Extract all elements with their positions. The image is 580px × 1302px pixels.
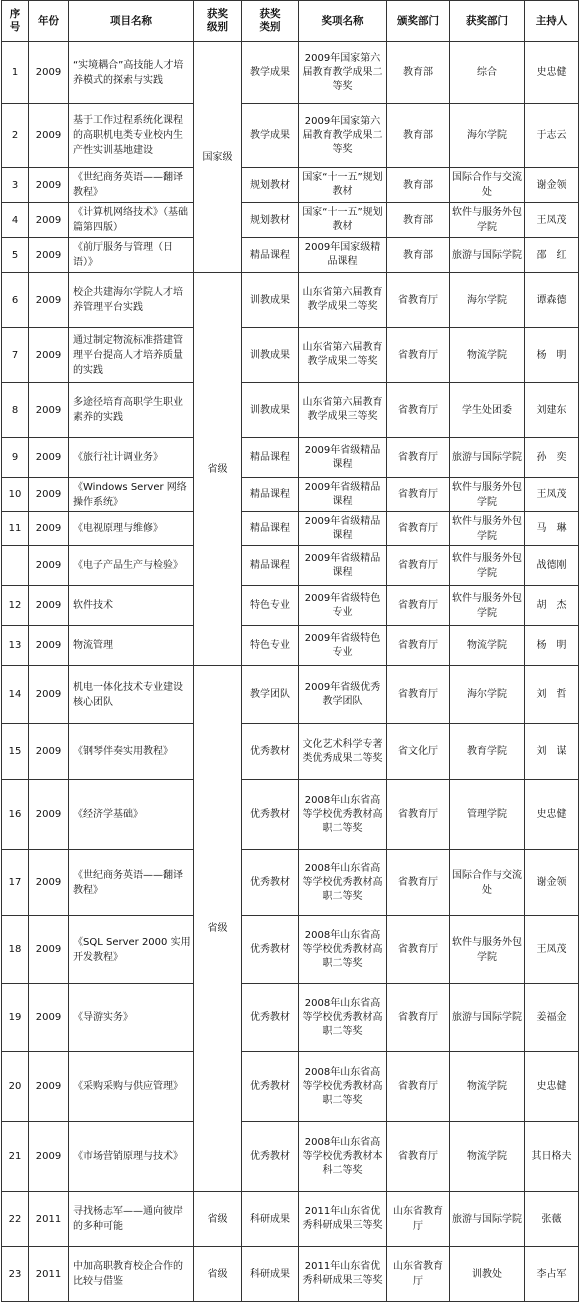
cell-host: 战德刚 <box>525 546 579 586</box>
cell-year: 2009 <box>29 438 69 478</box>
cell-award: 2009年省级精品课程 <box>299 438 387 478</box>
cell-issuer: 教育部 <box>387 168 450 203</box>
cell-award: 2009年省级特色专业 <box>299 626 387 666</box>
cell-host: 刘建东 <box>525 383 579 438</box>
cell-host: 孙 奕 <box>525 438 579 478</box>
cell-award: 2008年山东省高等学校优秀教材高职二等奖 <box>299 850 387 916</box>
cell-host: 杨 明 <box>525 626 579 666</box>
table-row <box>2 626 579 666</box>
cell-host: 姜福金 <box>525 984 579 1052</box>
cell-host: 邵 红 <box>525 238 579 273</box>
cell-award: 山东省第六届教育教学成果二等奖 <box>299 273 387 328</box>
cell-level: 国家级 <box>194 42 242 273</box>
cell-seq: 19 <box>2 984 29 1052</box>
header-seq: 序 号 <box>2 1 29 42</box>
cell-issuer: 省教育厅 <box>387 586 450 626</box>
cell-seq: 23 <box>2 1247 29 1302</box>
cell-seq: 4 <box>2 203 29 238</box>
cell-award: 国家“十一五”规划教材 <box>299 168 387 203</box>
cell-dept: 旅游与国际学院 <box>450 1192 525 1247</box>
cell-host: 史忠健 <box>525 1052 579 1122</box>
cell-year: 2009 <box>29 916 69 984</box>
cell-issuer: 省教育厅 <box>387 512 450 546</box>
cell-award: 2009年省级精品课程 <box>299 512 387 546</box>
cell-seq: 13 <box>2 626 29 666</box>
cell-issuer: 省教育厅 <box>387 626 450 666</box>
table-row <box>2 1192 579 1247</box>
cell-seq: 1 <box>2 42 29 104</box>
cell-host: 李占军 <box>525 1247 579 1302</box>
cell-dept: 训教处 <box>450 1247 525 1302</box>
cell-year: 2009 <box>29 104 69 168</box>
cell-year: 2009 <box>29 238 69 273</box>
cell-award: 2009年国家第六届教育教学成果二等奖 <box>299 104 387 168</box>
cell-issuer: 省教育厅 <box>387 383 450 438</box>
table-row <box>2 168 579 203</box>
cell-dept: 软件与服务外包学院 <box>450 478 525 512</box>
table-row <box>2 383 579 438</box>
cell-dept: 物流学院 <box>450 1122 525 1192</box>
cell-project: 《计算机网络技术》（基础篇第四版） <box>69 203 194 238</box>
cell-issuer: 省教育厅 <box>387 1052 450 1122</box>
cell-award: 山东省第六届教育教学成果三等奖 <box>299 383 387 438</box>
cell-dept: 旅游与国际学院 <box>450 984 525 1052</box>
table-row <box>2 273 579 328</box>
cell-host: 王凤茂 <box>525 203 579 238</box>
cell-project: 通过制定物流标准搭建管理平台提高人才培养质量的实践 <box>69 328 194 383</box>
cell-category: 精品课程 <box>242 546 299 586</box>
cell-seq: 20 <box>2 1052 29 1122</box>
table-row <box>2 666 579 724</box>
cell-award: 文化艺术科学专著类优秀成果二等奖 <box>299 724 387 780</box>
cell-year: 2009 <box>29 850 69 916</box>
cell-dept: 国际合作与交流处 <box>450 168 525 203</box>
cell-dept: 物流学院 <box>450 328 525 383</box>
cell-dept: 教育学院 <box>450 724 525 780</box>
cell-award: 2009年省级精品课程 <box>299 478 387 512</box>
cell-level: 省级 <box>194 1192 242 1247</box>
cell-project: 寻找杨志军——通向彼岸的多种可能 <box>69 1192 194 1247</box>
cell-seq: 7 <box>2 328 29 383</box>
cell-seq: 6 <box>2 273 29 328</box>
cell-project: 《旅行社计调业务》 <box>69 438 194 478</box>
cell-seq: 8 <box>2 383 29 438</box>
cell-issuer: 教育部 <box>387 104 450 168</box>
cell-year: 2009 <box>29 273 69 328</box>
cell-seq: 22 <box>2 1192 29 1247</box>
cell-award: 2008年山东省高等学校优秀教材高职二等奖 <box>299 1052 387 1122</box>
cell-award: 2011年山东省优秀科研成果三等奖 <box>299 1192 387 1247</box>
cell-level: 省级 <box>194 1247 242 1302</box>
table-row <box>2 1122 579 1192</box>
cell-seq: 15 <box>2 724 29 780</box>
cell-seq: 18 <box>2 916 29 984</box>
cell-host: 谢金领 <box>525 850 579 916</box>
cell-host: 于志云 <box>525 104 579 168</box>
cell-host: 王凤茂 <box>525 478 579 512</box>
cell-year: 2009 <box>29 546 69 586</box>
table-row <box>2 850 579 916</box>
cell-project: 《电视原理与维修》 <box>69 512 194 546</box>
cell-dept: 软件与服务外包学院 <box>450 916 525 984</box>
cell-award: 2009年省级特色专业 <box>299 586 387 626</box>
cell-issuer: 省教育厅 <box>387 850 450 916</box>
cell-host: 杨 明 <box>525 328 579 383</box>
table-row <box>2 1052 579 1122</box>
cell-dept: 软件与服务外包学院 <box>450 512 525 546</box>
cell-seq: 16 <box>2 780 29 850</box>
cell-category: 科研成果 <box>242 1192 299 1247</box>
cell-category: 精品课程 <box>242 238 299 273</box>
cell-dept: 国际合作与交流处 <box>450 850 525 916</box>
cell-host: 史忠健 <box>525 42 579 104</box>
cell-level: 省级 <box>194 666 242 1192</box>
cell-year: 2009 <box>29 626 69 666</box>
cell-project: 《经济学基础》 <box>69 780 194 850</box>
cell-award: 2008年山东省高等学校优秀教材本科二等奖 <box>299 1122 387 1192</box>
cell-seq: 21 <box>2 1122 29 1192</box>
cell-host: 其日格夫 <box>525 1122 579 1192</box>
cell-dept: 海尔学院 <box>450 666 525 724</box>
table-row <box>2 546 579 586</box>
table-row <box>2 984 579 1052</box>
cell-dept: 旅游与国际学院 <box>450 438 525 478</box>
cell-category: 规划教材 <box>242 203 299 238</box>
cell-project: 物流管理 <box>69 626 194 666</box>
cell-host: 马 琳 <box>525 512 579 546</box>
cell-project: 《钢琴伴奏实用教程》 <box>69 724 194 780</box>
cell-issuer: 教育部 <box>387 203 450 238</box>
cell-issuer: 教育部 <box>387 42 450 104</box>
table-row <box>2 586 579 626</box>
cell-year: 2009 <box>29 328 69 383</box>
cell-year: 2009 <box>29 780 69 850</box>
table-row <box>2 438 579 478</box>
table-row <box>2 238 579 273</box>
cell-category: 训教成果 <box>242 383 299 438</box>
cell-category: 优秀教材 <box>242 984 299 1052</box>
cell-seq: 10 <box>2 478 29 512</box>
cell-dept: 管理学院 <box>450 780 525 850</box>
cell-host: 刘 哲 <box>525 666 579 724</box>
header-dept: 获奖部门 <box>450 1 525 42</box>
table-row <box>2 1247 579 1302</box>
cell-host: 谭森德 <box>525 273 579 328</box>
cell-seq <box>2 546 29 586</box>
cell-dept: 软件与服务外包学院 <box>450 203 525 238</box>
header-row <box>2 1 579 42</box>
cell-dept: 软件与服务外包学院 <box>450 546 525 586</box>
cell-award: 2009年国家级精品课程 <box>299 238 387 273</box>
table-row <box>2 512 579 546</box>
cell-dept: 学生处团委 <box>450 383 525 438</box>
table-row <box>2 780 579 850</box>
cell-dept: 软件与服务外包学院 <box>450 586 525 626</box>
cell-issuer: 山东省教育厅 <box>387 1247 450 1302</box>
cell-category: 精品课程 <box>242 512 299 546</box>
cell-issuer: 省教育厅 <box>387 984 450 1052</box>
header-award: 奖项名称 <box>299 1 387 42</box>
cell-dept: 物流学院 <box>450 1052 525 1122</box>
cell-issuer: 教育部 <box>387 238 450 273</box>
cell-category: 规划教材 <box>242 168 299 203</box>
cell-year: 2011 <box>29 1192 69 1247</box>
cell-seq: 3 <box>2 168 29 203</box>
cell-host: 胡 杰 <box>525 586 579 626</box>
cell-award: 2009年省级优秀教学团队 <box>299 666 387 724</box>
cell-category: 优秀教材 <box>242 1122 299 1192</box>
table-body <box>2 42 579 1302</box>
header-level: 获奖 级别 <box>194 1 242 42</box>
cell-issuer: 省教育厅 <box>387 780 450 850</box>
cell-category: 教学成果 <box>242 42 299 104</box>
cell-issuer: 省教育厅 <box>387 546 450 586</box>
cell-year: 2009 <box>29 666 69 724</box>
cell-project: 软件技术 <box>69 586 194 626</box>
cell-project: 《Windows Server 网络操作系统》 <box>69 478 194 512</box>
cell-project: 中加高职教育校企合作的比较与借鉴 <box>69 1247 194 1302</box>
cell-seq: 14 <box>2 666 29 724</box>
cell-dept: 物流学院 <box>450 626 525 666</box>
table-row <box>2 478 579 512</box>
header-host: 主持人 <box>525 1 579 42</box>
cell-year: 2009 <box>29 984 69 1052</box>
cell-award: 2009年国家第六届教育教学成果二等奖 <box>299 42 387 104</box>
table-row <box>2 328 579 383</box>
cell-project: 《前厅服务与管理（日语）》 <box>69 238 194 273</box>
cell-award: 2008年山东省高等学校优秀教材高职二等奖 <box>299 984 387 1052</box>
cell-category: 教学团队 <box>242 666 299 724</box>
cell-issuer: 省教育厅 <box>387 328 450 383</box>
cell-host: 王凤茂 <box>525 916 579 984</box>
cell-award: 2009年省级精品课程 <box>299 546 387 586</box>
cell-category: 训教成果 <box>242 273 299 328</box>
cell-issuer: 省教育厅 <box>387 666 450 724</box>
cell-project: 《SQL Server 2000 实用开发教程》 <box>69 916 194 984</box>
cell-category: 科研成果 <box>242 1247 299 1302</box>
cell-dept: 海尔学院 <box>450 273 525 328</box>
cell-issuer: 省教育厅 <box>387 1122 450 1192</box>
cell-year: 2009 <box>29 1052 69 1122</box>
cell-project: 《采购采购与供应管理》 <box>69 1052 194 1122</box>
cell-project: 机电一体化技术专业建设核心团队 <box>69 666 194 724</box>
cell-seq: 17 <box>2 850 29 916</box>
cell-issuer: 省教育厅 <box>387 916 450 984</box>
cell-project: 《世纪商务英语——翻译教程》 <box>69 168 194 203</box>
cell-category: 特色专业 <box>242 586 299 626</box>
cell-category: 教学成果 <box>242 104 299 168</box>
cell-issuer: 省教育厅 <box>387 478 450 512</box>
cell-year: 2009 <box>29 42 69 104</box>
cell-award: 山东省第六届教育教学成果二等奖 <box>299 328 387 383</box>
cell-project: “实境耦合”高技能人才培养模式的探索与实践 <box>69 42 194 104</box>
cell-category: 特色专业 <box>242 626 299 666</box>
table-row <box>2 104 579 168</box>
cell-award: 国家“十一五”规划教材 <box>299 203 387 238</box>
cell-category: 训教成果 <box>242 328 299 383</box>
cell-award: 2008年山东省高等学校优秀教材高职二等奖 <box>299 780 387 850</box>
cell-project: 《电子产品生产与检验》 <box>69 546 194 586</box>
awards-table <box>1 0 579 1302</box>
table-row <box>2 916 579 984</box>
cell-project: 《世纪商务英语——翻译教程》 <box>69 850 194 916</box>
cell-host: 张薇 <box>525 1192 579 1247</box>
header-category: 获奖 类别 <box>242 1 299 42</box>
cell-award: 2008年山东省高等学校优秀教材高职二等奖 <box>299 916 387 984</box>
cell-seq: 11 <box>2 512 29 546</box>
cell-level: 省级 <box>194 273 242 666</box>
cell-year: 2009 <box>29 383 69 438</box>
cell-issuer: 山东省教育厅 <box>387 1192 450 1247</box>
cell-category: 精品课程 <box>242 478 299 512</box>
cell-year: 2009 <box>29 478 69 512</box>
cell-year: 2009 <box>29 724 69 780</box>
table-row <box>2 203 579 238</box>
cell-project: 《导游实务》 <box>69 984 194 1052</box>
cell-issuer: 省教育厅 <box>387 438 450 478</box>
header-year: 年份 <box>29 1 69 42</box>
cell-category: 优秀教材 <box>242 1052 299 1122</box>
table-row <box>2 724 579 780</box>
cell-issuer: 省文化厅 <box>387 724 450 780</box>
cell-host: 谢金领 <box>525 168 579 203</box>
cell-issuer: 省教育厅 <box>387 273 450 328</box>
cell-category: 优秀教材 <box>242 916 299 984</box>
cell-year: 2009 <box>29 512 69 546</box>
table-row <box>2 42 579 104</box>
cell-category: 精品课程 <box>242 438 299 478</box>
cell-year: 2009 <box>29 1122 69 1192</box>
cell-project: 基于工作过程系统化课程的高职机电类专业校内生产性实训基地建设 <box>69 104 194 168</box>
header-project: 项目名称 <box>69 1 194 42</box>
cell-category: 优秀教材 <box>242 724 299 780</box>
header-issuer: 颁奖部门 <box>387 1 450 42</box>
cell-dept: 旅游与国际学院 <box>450 238 525 273</box>
cell-year: 2009 <box>29 168 69 203</box>
cell-category: 优秀教材 <box>242 780 299 850</box>
cell-year: 2009 <box>29 586 69 626</box>
cell-category: 优秀教材 <box>242 850 299 916</box>
cell-year: 2011 <box>29 1247 69 1302</box>
cell-seq: 5 <box>2 238 29 273</box>
cell-host: 刘 谋 <box>525 724 579 780</box>
cell-award: 2011年山东省优秀科研成果三等奖 <box>299 1247 387 1302</box>
cell-seq: 9 <box>2 438 29 478</box>
cell-project: 校企共建海尔学院人才培养管理平台实践 <box>69 273 194 328</box>
cell-host: 史忠健 <box>525 780 579 850</box>
cell-dept: 海尔学院 <box>450 104 525 168</box>
cell-project: 多途径培育高职学生职业素养的实践 <box>69 383 194 438</box>
cell-seq: 12 <box>2 586 29 626</box>
cell-seq: 2 <box>2 104 29 168</box>
cell-dept: 综合 <box>450 42 525 104</box>
cell-year: 2009 <box>29 203 69 238</box>
cell-project: 《市场营销原理与技术》 <box>69 1122 194 1192</box>
